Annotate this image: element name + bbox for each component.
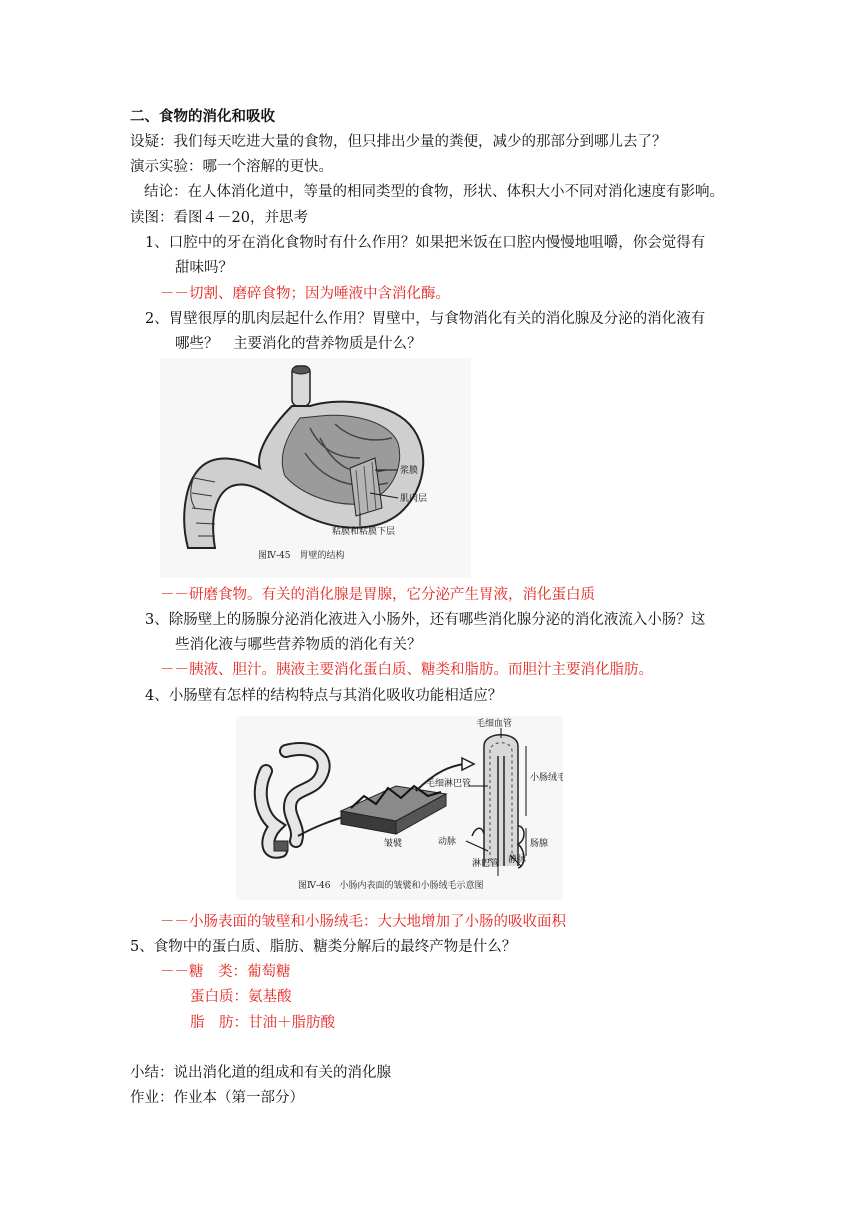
- label-fold: 皱襞: [384, 839, 403, 849]
- q3-line1: 3、除肠壁上的肠腺分泌消化液进入小肠外，还有哪些消化腺分泌的消化液流入小肠？这: [145, 612, 706, 628]
- q5-answer-sugar: －－糖 类：葡萄糖: [160, 964, 291, 980]
- label-muscle: 肌肉层: [400, 494, 428, 504]
- q4-line1: 4、小肠壁有怎样的结构特点与其消化吸收功能相适应？: [145, 688, 503, 704]
- homework-line: 作业：作业本（第一部分）: [130, 1090, 304, 1106]
- q5-answer-protein: 蛋白质：氨基酸: [190, 989, 292, 1005]
- experiment-line: 演示实验：哪一个溶解的更快。: [130, 159, 333, 175]
- figure2-caption: 图Ⅳ-46 小肠内表面的皱襞和小肠绒毛示意图: [298, 881, 484, 891]
- figure1-caption: 图Ⅳ-45 胃壁的结构: [258, 551, 345, 561]
- conclusion-line: 结论：在人体消化道中，等量的相同类型的食物，形状、体积大小不同对消化速度有影响。: [144, 184, 724, 200]
- intestine-figure: [236, 716, 563, 900]
- reading-line: 读图：看图４－20，并思考: [130, 210, 308, 226]
- label-lymph-vessel: 淋巴管: [472, 859, 500, 869]
- question-line: 设疑：我们每天吃进大量的食物，但只排出少量的粪便，减少的那部分到哪儿去了？: [130, 134, 667, 150]
- label-gland: 肠腺: [530, 839, 549, 849]
- label-mucosa: 粘膜和粘膜下层: [332, 527, 396, 537]
- q2-line1: 2、胃壁很厚的肌肉层起什么作用？胃壁中，与食物消化有关的消化腺及分泌的消化液有: [145, 311, 706, 327]
- label-serosa: 浆膜: [400, 466, 419, 476]
- q3-line2: 些消化液与哪些营养物质的消化有关？: [175, 637, 422, 653]
- q3-answer: －－胰液、胆汁。胰液主要消化蛋白质、糖类和脂肪。而胆汁主要消化脂肪。: [160, 662, 653, 678]
- label-villus: 小肠绒毛: [530, 773, 563, 783]
- intestine-illustration: [236, 716, 563, 900]
- label-artery: 动脉: [438, 837, 457, 847]
- q5-line1: 5、食物中的蛋白质、脂肪、糖类分解后的最终产物是什么？: [130, 939, 517, 955]
- section-title: 二、食物的消化和吸收: [130, 108, 275, 125]
- q2-line2: 哪些？ 主要消化的营养物质是什么？: [175, 336, 422, 352]
- summary-line: 小结：说出消化道的组成和有关的消化腺: [130, 1065, 391, 1081]
- q1-line2: 甜味吗？: [175, 260, 233, 276]
- q4-answer: －－小肠表面的皱壁和小肠绒毛：大大地增加了小肠的吸收面积: [160, 914, 566, 930]
- q5-answer-fat: 脂 肪：甘油＋脂肪酸: [190, 1015, 335, 1031]
- label-capillary: 毛细血管: [476, 719, 513, 729]
- label-vein: 静脉: [508, 855, 527, 865]
- q2-answer: －－研磨食物。有关的消化腺是胃腺，它分泌产生胃液，消化蛋白质: [160, 587, 595, 603]
- q1-line1: 1、口腔中的牙在消化食物时有什么作用？如果把米饭在口腔内慢慢地咀嚼，你会觉得有: [145, 235, 706, 251]
- q1-answer: －－切割、磨碎食物；因为唾液中含消化酶。: [160, 286, 450, 302]
- label-lymph: 毛细淋巴管: [426, 779, 472, 789]
- stomach-illustration: [160, 358, 471, 578]
- stomach-wall-figure: [160, 358, 471, 578]
